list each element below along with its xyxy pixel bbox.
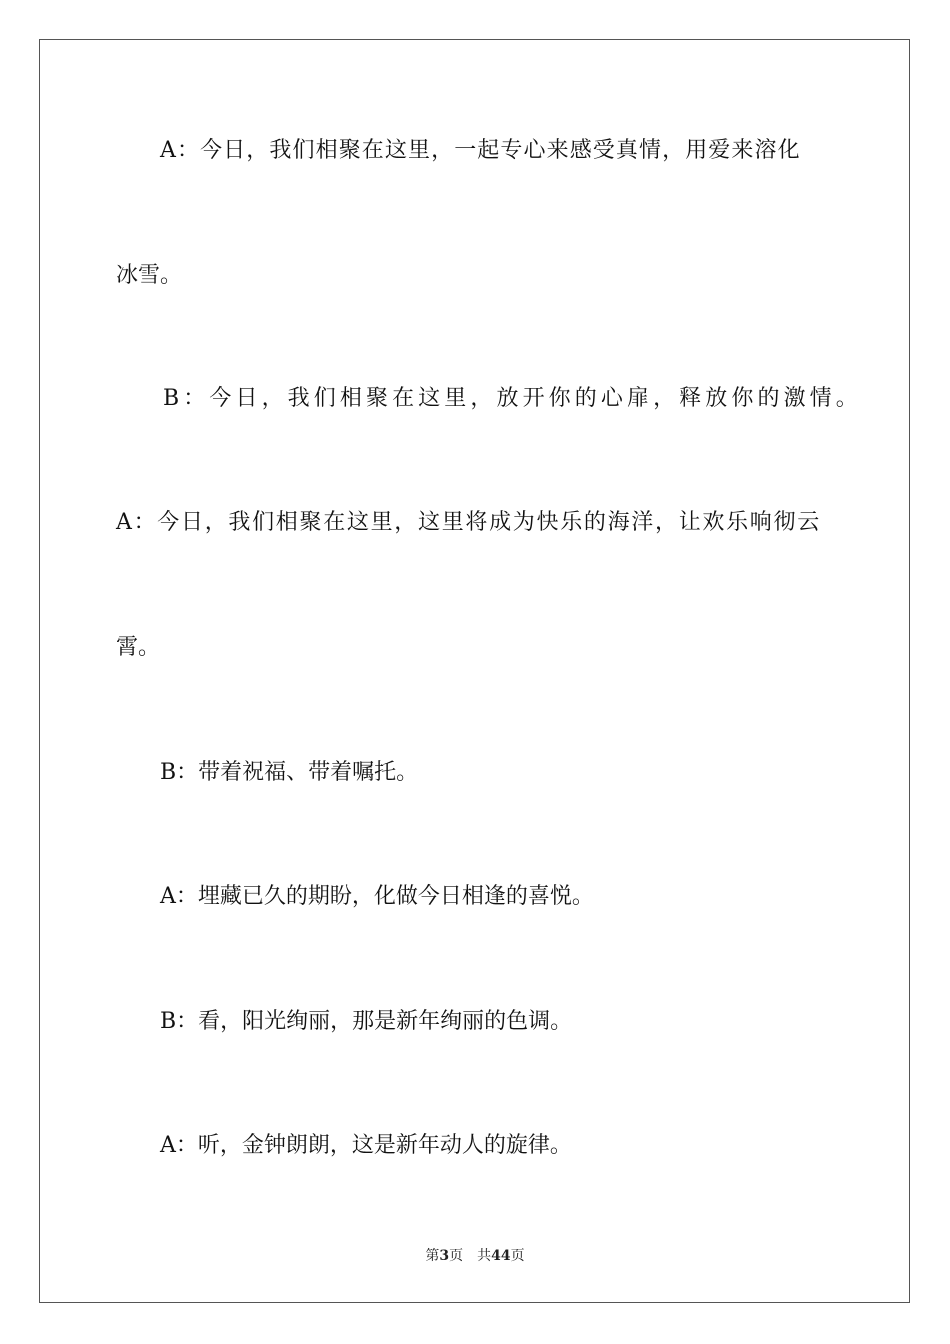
- total-pages: 44: [491, 1248, 511, 1264]
- page-border: [39, 39, 910, 1303]
- page-prefix: 第: [425, 1248, 440, 1264]
- paragraph-line: A：今日，我们相聚在这里，一起专心来感受真情，用爱来溶化: [160, 138, 801, 163]
- paragraph-line: 冰雪。: [116, 263, 183, 288]
- total-prefix: 共: [477, 1248, 492, 1264]
- paragraph-line: B：看，阳光绚丽，那是新年绚丽的色调。: [160, 1009, 573, 1034]
- paragraph-line: B：带着祝福、带着嘱托。: [160, 760, 419, 785]
- paragraph-line: A：听，金钟朗朗，这是新年动人的旋律。: [160, 1133, 572, 1158]
- paragraph-line: B：今日，我们相聚在这里，放开你的心扉，释放你的激情。: [163, 386, 862, 411]
- paragraph-line: A：今日，我们相聚在这里，这里将成为快乐的海洋，让欢乐响彻云: [116, 510, 821, 535]
- paragraph-line: A：埋藏已久的期盼，化做今日相逢的喜悦。: [160, 884, 594, 909]
- paragraph-line: 霄。: [116, 635, 161, 660]
- page-suffix: 页: [449, 1248, 464, 1264]
- page-number: 3: [439, 1248, 450, 1264]
- total-suffix: 页: [510, 1248, 525, 1264]
- page-footer: [0, 1247, 950, 1265]
